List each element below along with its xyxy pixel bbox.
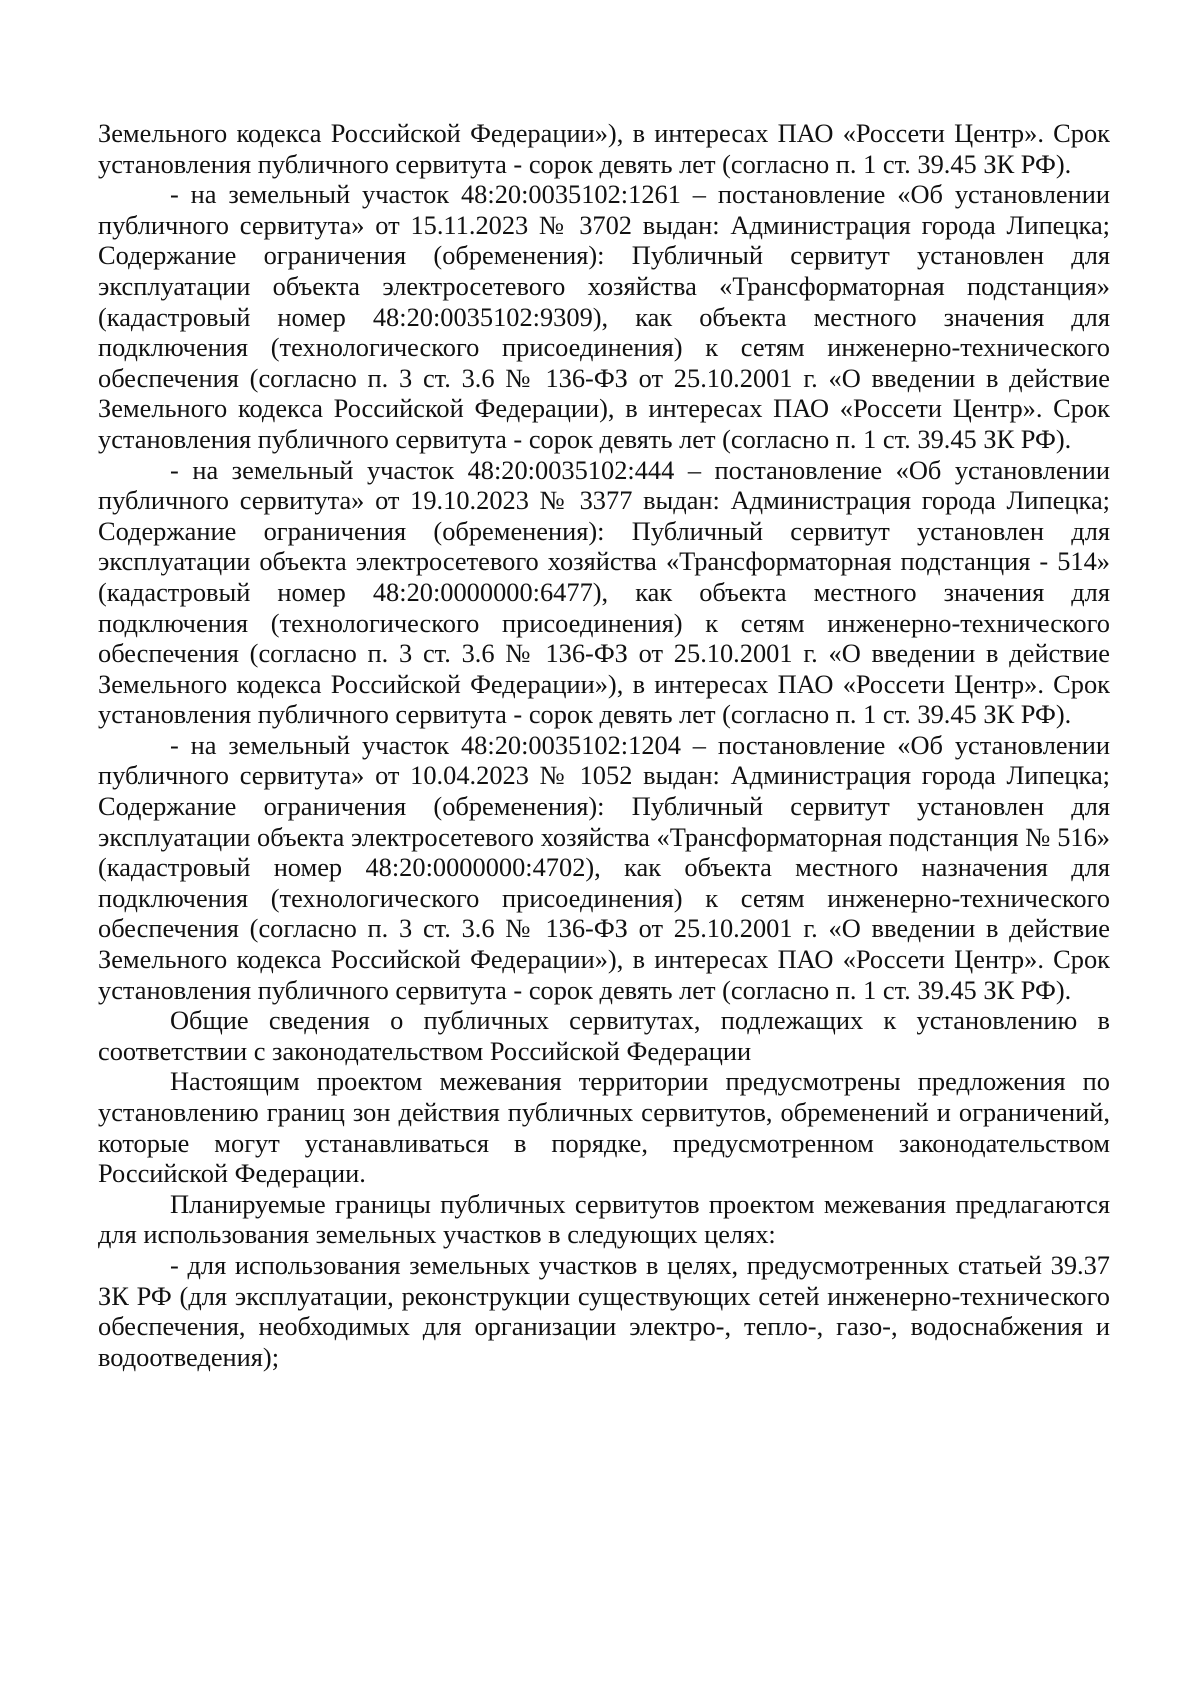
paragraph-plot-1204: - на земельный участок 48:20:0035102:1204 – постановление «Об установлении публичного сервитута» от 10.04.2023 № 1052 выдан: Администрация города Липецка; Содержание ограничения (обременения): Публичный сервитут установлен для эксплуатации объекта электросетевого хозяйства «Трансформаторная подстанция № 516» (кадастровый номер 48:20:0000000:4702), как объекта местного назначения для подключения (технологического присоединения) к сетям инженерно-технического обеспечения (согласно п. 3 ст. 3.6 № 136-ФЗ от 25.10.2001 г. «О введении в действие Земельного кодекса Российской Федерации»), в интересах ПАО «Россети Центр». Срок установления публичного сервитута - сорок девять лет (согласно п. 1 ст. 39.45 ЗК РФ). [98,729,1110,1005]
document-page [98,118,1110,1372]
paragraph-plot-444: - на земельный участок 48:20:0035102:444 – постановление «Об установлении публичного сервитута» от 19.10.2023 № 3377 выдан: Администрация города Липецка; Содержание ограничения (обременения): Публичный сервитут установлен для эксплуатации объекта электросетевого хозяйства «Трансформаторная подстанция - 514» (кадастровый номер 48:20:0000000:6477), как объекта местного значения для подключения (технологического присоединения) к сетям инженерно-технического обеспечения (согласно п. 3 ст. 3.6 № 136-ФЗ от 25.10.2001 г. «О введении в действие Земельного кодекса Российской Федерации»), в интересах ПАО «Россети Центр». Срок установления публичного сервитута - сорок девять лет (согласно п. 1 ст. 39.45 ЗК РФ). [98,454,1110,730]
paragraph-planned-boundaries: Планируемые границы публичных сервитутов проектом межевания предлагаются для использования земельных участков в следующих целях: [98,1188,1110,1250]
paragraph-land-use-purpose: - для использования земельных участков в целях, предусмотренных статьей 39.37 ЗК РФ (для эксплуатации, реконструкции существующих сетей инженерно-технического обеспечения, необходимых для организации электро-, тепло-, газо-, водоснабжения и водоотведения); [98,1249,1110,1372]
paragraph-plot-1261: - на земельный участок 48:20:0035102:1261 – постановление «Об установлении публичного сервитута» от 15.11.2023 № 3702 выдан: Администрация города Липецка; Содержание ограничения (обременения): Публичный сервитут установлен для эксплуатации объекта электросетевого хозяйства «Трансформаторная подстанция» (кадастровый номер 48:20:0035102:9309), как объекта местного значения для подключения (технологического присоединения) к сетям инженерно-технического обеспечения (согласно п. 3 ст. 3.6 № 136-ФЗ от 25.10.2001 г. «О введении в действие Земельного кодекса Российской Федерации), в интересах ПАО «Россети Центр». Срок установления публичного сервитута - сорок девять лет (согласно п. 1 ст. 39.45 ЗК РФ). [98,179,1110,454]
paragraph-general-info-heading: Общие сведения о публичных сервитутах, подлежащих к установлению в соответствии с законодательством Российской Федерации [98,1005,1110,1066]
paragraph-servitude-term-continuation: Земельного кодекса Российской Федерации»), в интересах ПАО «Россети Центр». Срок установления публичного сервитута - сорок девять лет (согласно п. 1 ст. 39.45 ЗК РФ). [98,118,1110,179]
paragraph-project-proposals: Настоящим проектом межевания территории предусмотрены предложения по установлению границ зон действия публичных сервитутов, обременений и ограничений, которые могут устанавливаться в порядке, предусмотренном законодательством Российской Федерации. [98,1066,1110,1189]
